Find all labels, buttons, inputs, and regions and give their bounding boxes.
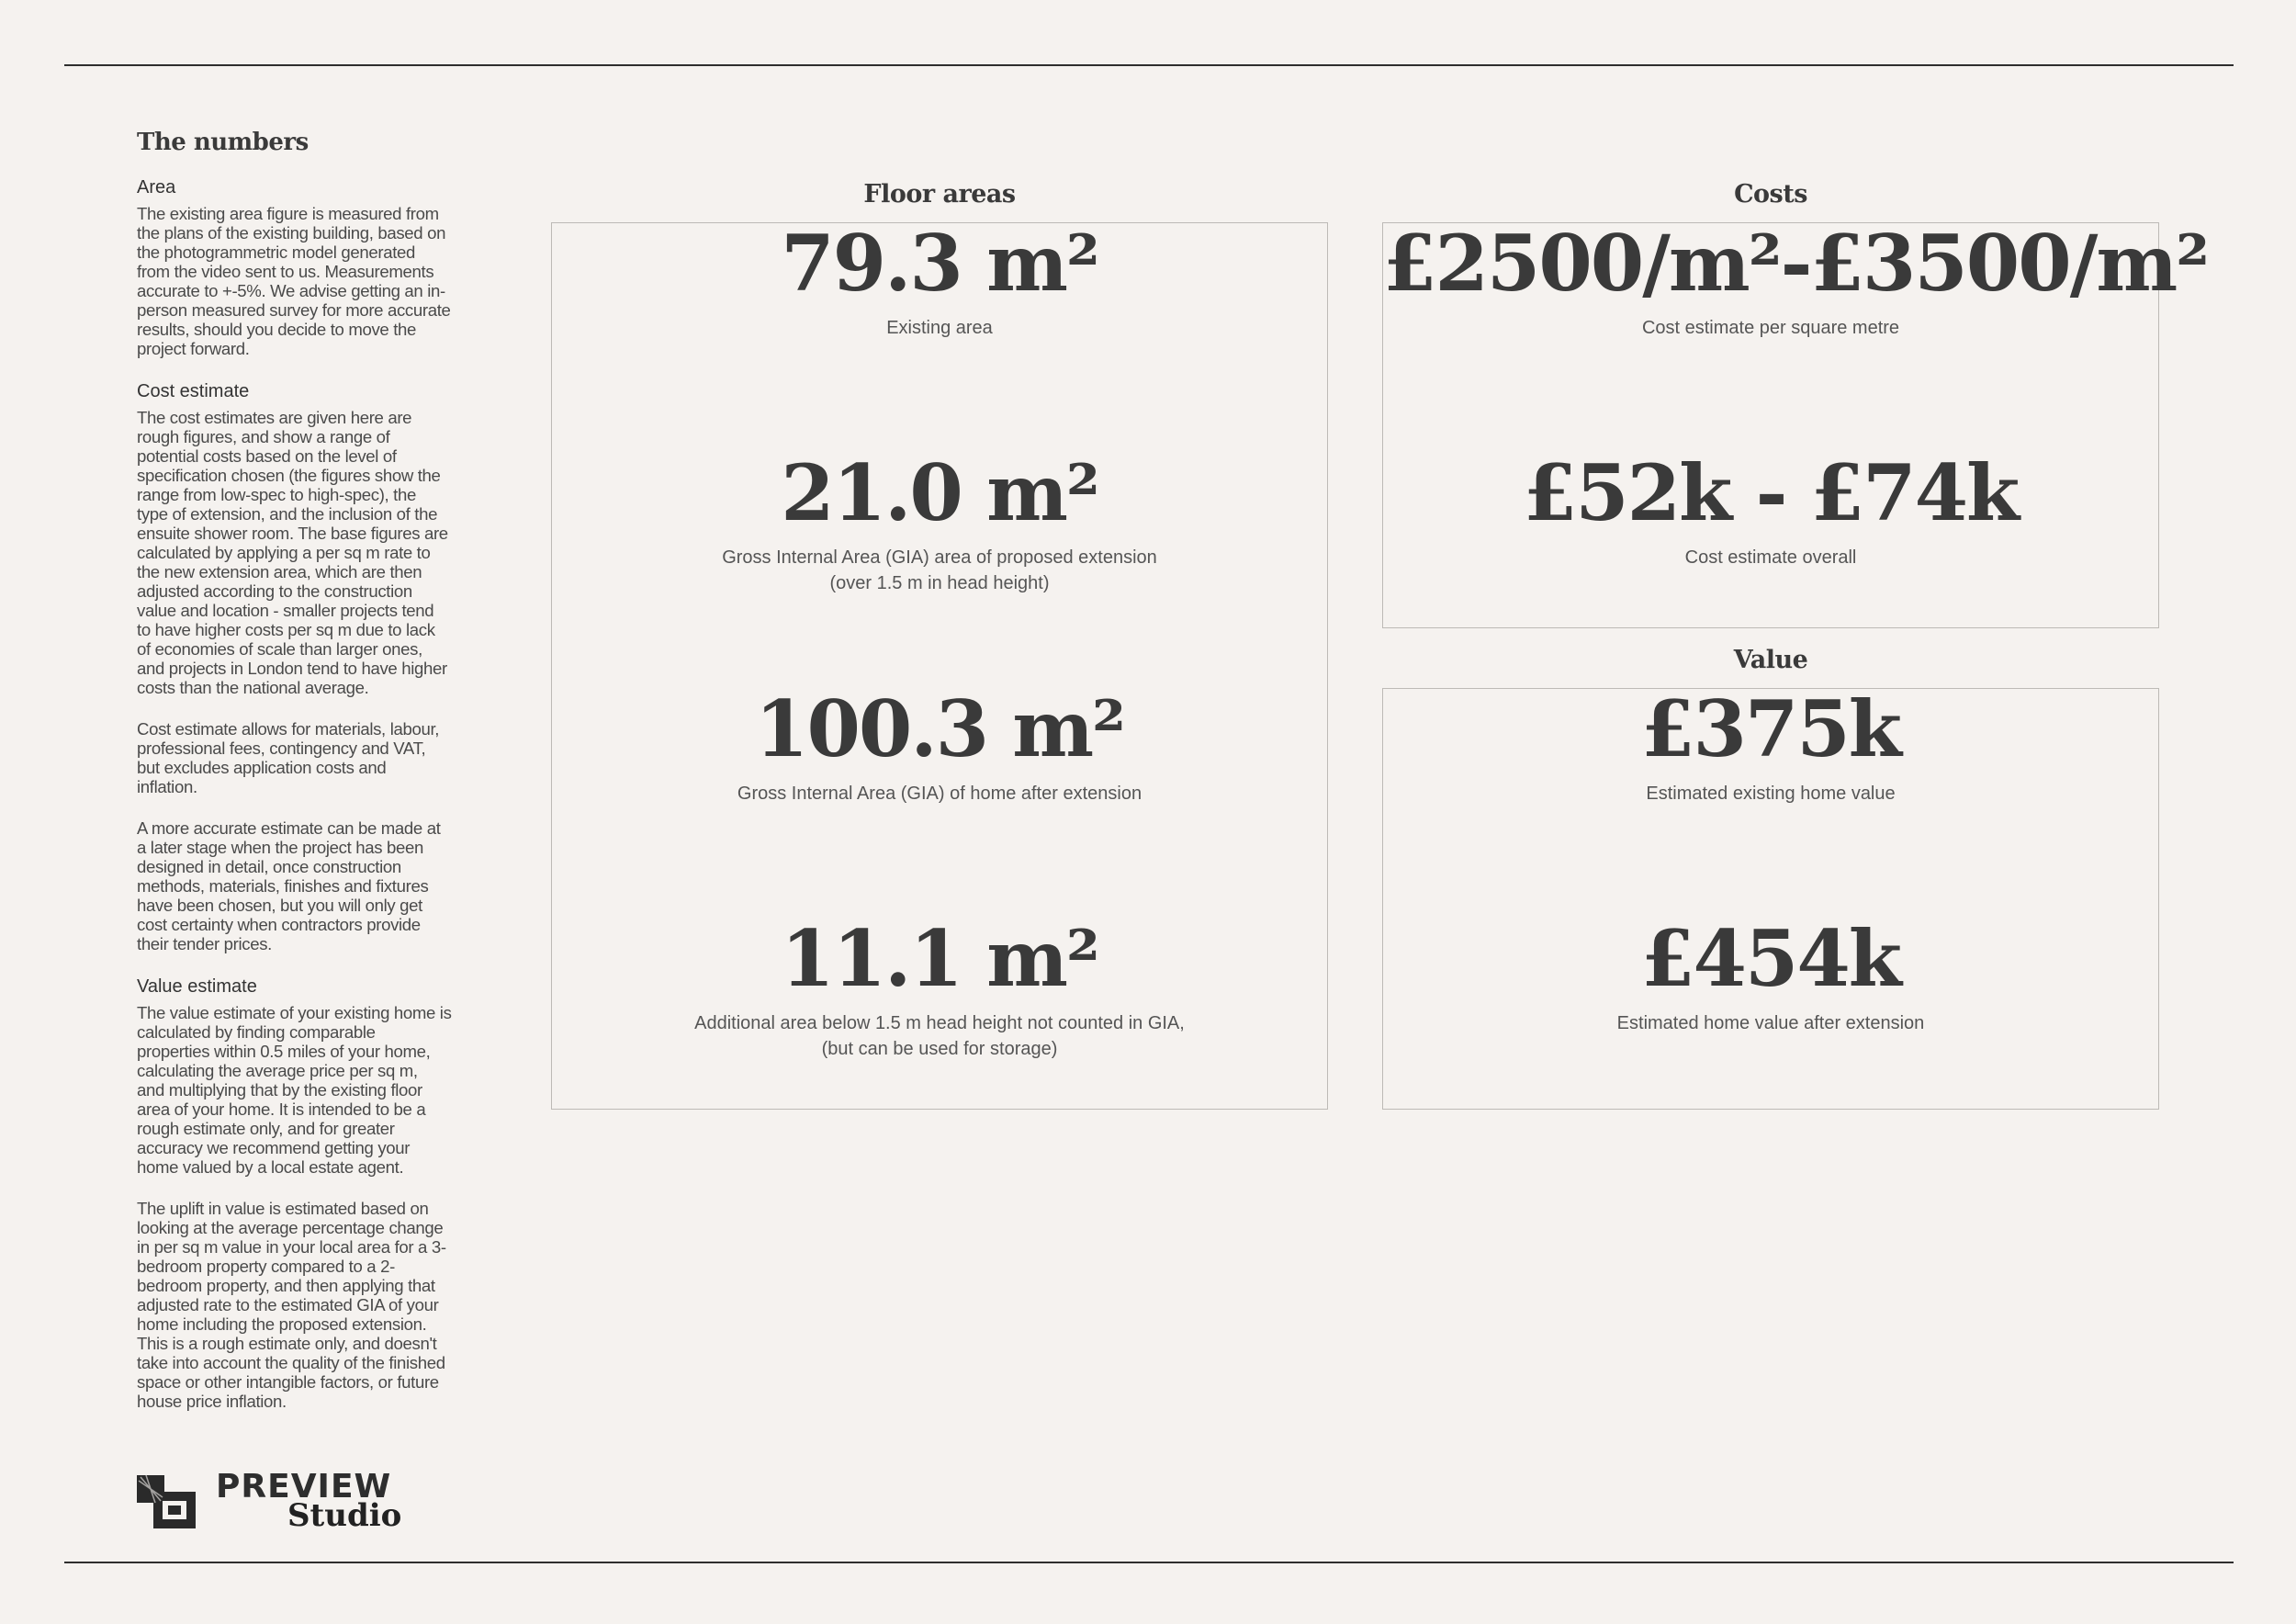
- cost-per-sqm-metric: [1383, 218, 2209, 341]
- existing-value-metric: [1383, 685, 2158, 806]
- value-text-2: The uplift in value is estimated based on looking at the average percentage change in per sq m value in your local area for a 3- bedroom property compared to a 2- bedroom property, and then applying that adjusted rate to the estimated GIA of your home including the proposed extension. This is a rough estimate only, and doesn't take into account the quality of the finished space or other intangible factors, or future house price inflation.: [137, 1199, 446, 1411]
- cost-text-3: A more accurate estimate can be made at a later stage when the project has been designed in detail, once construction methods, materials, finishes and fixtures have been chosen, but you will only get cost certainty when contractors provide their tender prices.: [137, 818, 441, 953]
- after-extension-value-value: £454k: [1641, 913, 1900, 1004]
- cost-per-sqm-value: £2500/m²-£3500/m²: [1383, 218, 2209, 309]
- cost-per-sqm-caption: Cost estimate per square metre: [1641, 318, 1900, 338]
- low-headroom-area-metric: [552, 915, 1327, 1062]
- value-section-title: Value estimate: [137, 976, 257, 997]
- existing-area-caption: Existing area: [886, 318, 993, 338]
- cost-overall-metric: [1383, 449, 2158, 570]
- value-panel: [1382, 683, 2159, 1110]
- top-rule: [64, 64, 2234, 66]
- after-extension-value-caption: Estimated home value after extension: [1616, 1013, 1925, 1033]
- value-heading: Value: [1733, 646, 1808, 674]
- extension-gia-caption: Gross Internal Area (GIA) area of proposed extension (over 1.5 m in head height): [722, 547, 1157, 593]
- cost-text-1: The cost estimates are given here are rough figures, and show a range of potential costs based on the level of specification chosen (the figures show the range from low-spec to high-spec), the type of extension, and the inclusion of the ensuite shower room. The base figures are calculated by applying a per sq m rate to the new extension area, which are then adjusted according to the construction value and location - smaller projects tend to have higher costs per sq m due to lack of economies of scale than larger ones, and projects in London tend to have higher costs than the national average.: [137, 408, 448, 697]
- cost-overall-caption: Cost estimate overall: [1684, 547, 1857, 568]
- existing-value-caption: Estimated existing home value: [1646, 784, 1896, 804]
- cost-text-2: Cost estimate allows for materials, labour, professional fees, contingency and VAT, but excludes application costs and inflation.: [137, 719, 440, 796]
- value-text-1: The value estimate of your existing home is calculated by finding comparable properties within 0.5 miles of your home, calculating the average price per sq m, and multiplying that by the existing floor area of your home. It is intended to be a rough estimate only, and for greater accuracy we recommend getting your home valued by a local estate agent.: [137, 1003, 452, 1177]
- area-text: The existing area figure is measured from the plans of the existing building, based on the photogrammetric model generated from the video sent to us. Measurements accurate to +-5%. We advise getting an in- person measured survey for more accurate results, should you decide to move the project forward.: [137, 204, 451, 358]
- cost-overall-value: £52k - £74k: [1523, 447, 2019, 538]
- floor-areas-panel: [551, 218, 1328, 1110]
- low-headroom-area-caption: Additional area below 1.5 m head height not counted in GIA, (but can be used for storage): [694, 1013, 1185, 1059]
- preview-studio-logo: [137, 1468, 412, 1532]
- logo-mark-icon: [137, 1475, 196, 1528]
- existing-area-value: 79.3 m²: [781, 218, 1098, 309]
- total-gia-metric: [552, 685, 1327, 806]
- logo-word-studio: Studio: [287, 1497, 402, 1534]
- existing-value-value: £375k: [1641, 683, 1900, 774]
- floor-areas-heading: Floor areas: [863, 180, 1016, 209]
- costs-panel: [1382, 218, 2209, 628]
- page-title: The numbers: [137, 129, 309, 156]
- low-headroom-area-value: 11.1 m²: [781, 913, 1098, 1004]
- bottom-rule: [64, 1562, 2234, 1563]
- costs-heading: Costs: [1734, 180, 1807, 209]
- extension-gia-metric: [552, 449, 1327, 596]
- after-extension-value-metric: [1383, 915, 2158, 1036]
- notes-column: [137, 129, 500, 1411]
- area-section-title: Area: [137, 177, 176, 197]
- cost-section-title: Cost estimate: [137, 381, 250, 401]
- total-gia-value: 100.3 m²: [755, 683, 1124, 774]
- logo-word-preview: PREVIEW: [216, 1468, 392, 1506]
- total-gia-caption: Gross Internal Area (GIA) of home after extension: [737, 784, 1142, 804]
- existing-area-metric: [552, 220, 1327, 341]
- extension-gia-value: 21.0 m²: [781, 447, 1098, 538]
